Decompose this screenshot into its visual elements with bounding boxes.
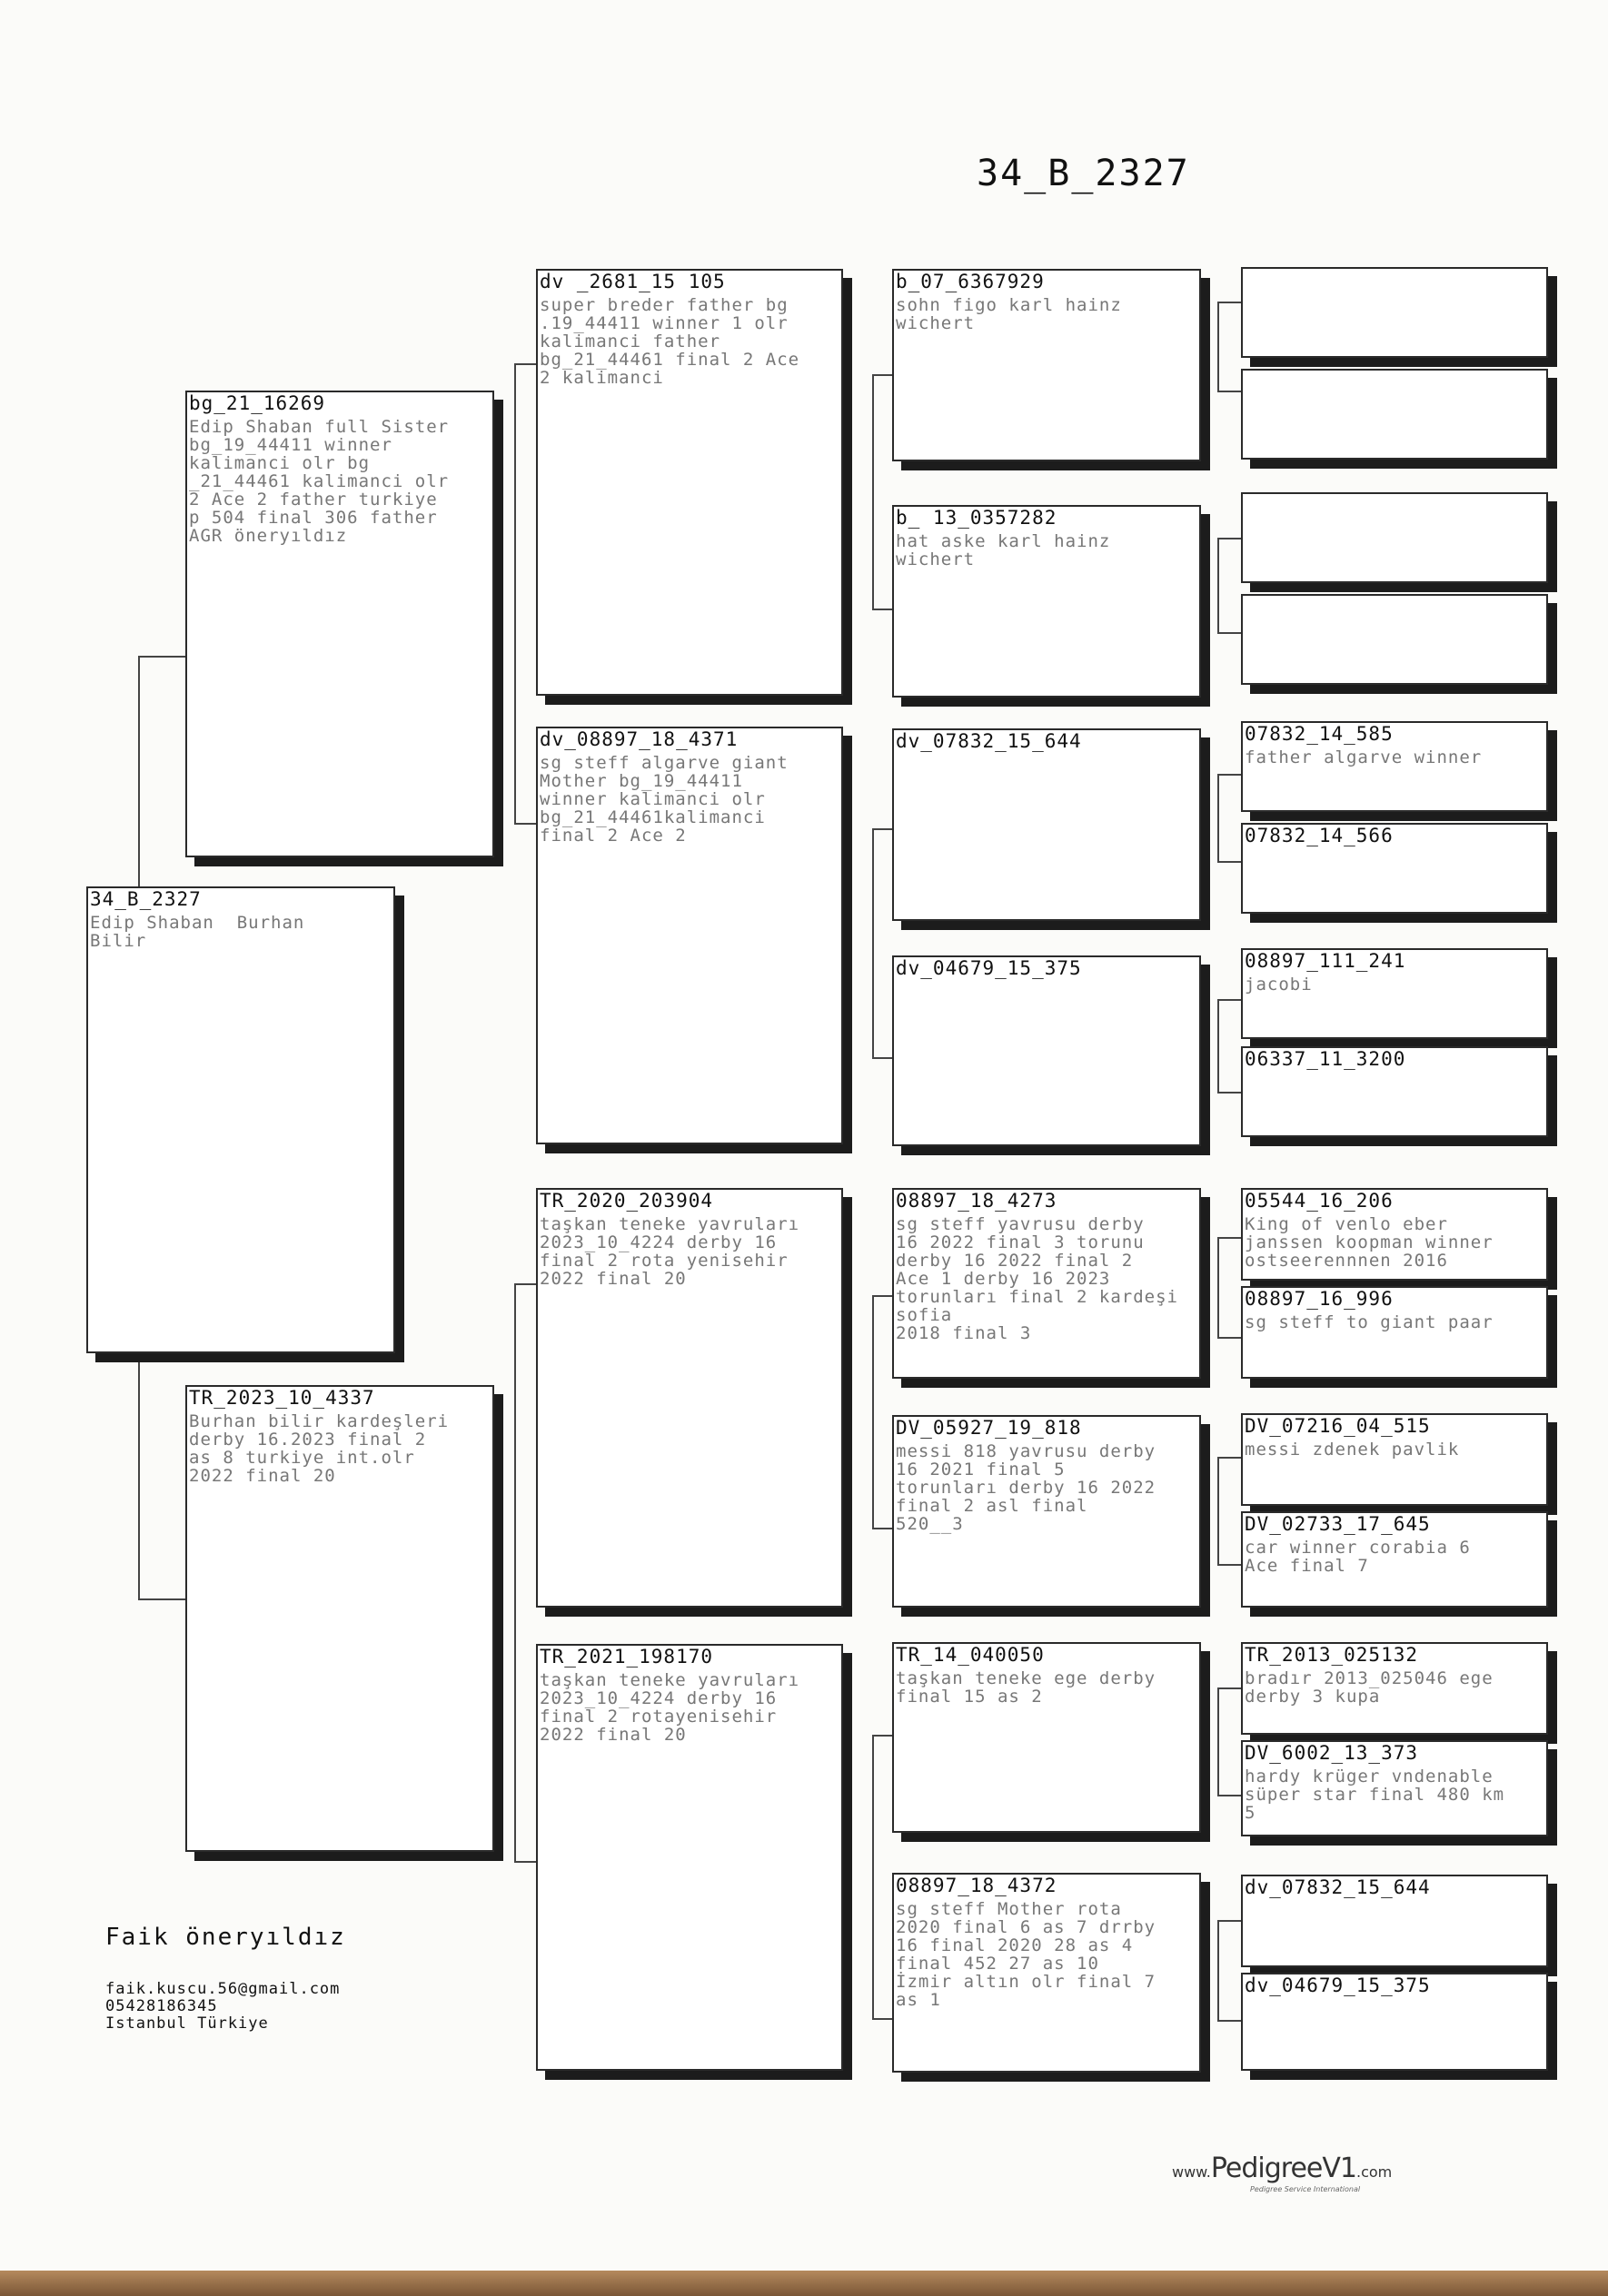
great-grandparent-description: hat aske karl hainz wichert — [896, 531, 1111, 569]
ancestor-ring-id: 06337_11_3200 — [1245, 1048, 1406, 1070]
ancestor-box — [1241, 721, 1548, 812]
ancestor-box — [1241, 1188, 1548, 1281]
ancestor-box — [1241, 948, 1548, 1039]
great-grandparent-box — [892, 1873, 1201, 2073]
great-grandparent-description: taşkan teneke ege derby final 15 as 2 — [896, 1668, 1156, 1707]
great-grandparent-box — [892, 1642, 1201, 1833]
ancestor-ring-id: dv_07832_15_644 — [1245, 1876, 1431, 1898]
great-grandparent-ring-id: dv_04679_15_375 — [896, 957, 1082, 979]
brand-logo — [1172, 2152, 1393, 2193]
ancestor-ring-id: dv_04679_15_375 — [1245, 1974, 1431, 1996]
great-grandparent-box — [892, 1188, 1201, 1379]
sire-box — [185, 391, 494, 857]
great-grandparent-ring-id: DV_05927_19_818 — [896, 1417, 1082, 1439]
connector-gen2-1 — [872, 828, 894, 1059]
owner-email: faik.kuscu.56@gmail.com — [105, 1980, 341, 1998]
brand-www: www. — [1172, 2163, 1211, 2181]
ancestor-box — [1241, 1875, 1548, 1967]
grandparent-description: super breder father bg .19_44411 winner 1 olr kalimanci father bg_21_44461 final 2 Ace 2 kalimanci — [540, 295, 800, 388]
connector-gen2-3 — [872, 1735, 894, 2020]
ancestor-description: father algarve winner — [1245, 747, 1483, 767]
great-grandparent-description: sohn figo karl hainz wichert — [896, 295, 1122, 333]
connector-gen3-1 — [1217, 538, 1243, 634]
grandparent-ring-id: TR_2021_198170 — [540, 1646, 714, 1668]
ancestor-box — [1241, 594, 1548, 685]
great-grandparent-box — [892, 505, 1201, 698]
grandparent-box — [536, 1188, 843, 1608]
ancestor-ring-id: TR_2013_025132 — [1245, 1644, 1419, 1666]
ancestor-box — [1241, 1642, 1548, 1735]
ancestor-ring-id: 08897_111_241 — [1245, 950, 1406, 972]
grandparent-ring-id: dv_08897_18_4371 — [540, 728, 739, 750]
ancestor-description: King of venlo eber janssen koopman winner ostseerennnen 2016 — [1245, 1214, 1494, 1271]
ancestor-box — [1241, 823, 1548, 914]
great-grandparent-description: messi 818 yavrusu derby 16 2021 final 5 torunları derby 16 2022 final 2 asl final 520__3 — [896, 1441, 1156, 1534]
ancestor-ring-id: DV_07216_04_515 — [1245, 1415, 1431, 1437]
connector-gen2-0 — [872, 374, 894, 610]
owner-name: Faik öneryıldız — [105, 1924, 346, 1951]
table-surface — [0, 2271, 1608, 2296]
subject-description: Edip Shaban Burhan Bilir — [90, 913, 305, 951]
dam-box — [185, 1385, 494, 1852]
connector-gen3-0 — [1217, 302, 1243, 392]
pedigree-title: 34_B_2327 — [977, 153, 1190, 194]
ancestor-description: bradır 2013_025046 ege derby 3 kupa — [1245, 1668, 1494, 1707]
brand-name: PedigreeV1 — [1210, 2152, 1356, 2184]
ancestor-box — [1241, 1511, 1548, 1608]
ancestor-description: sg steff to giant paar — [1245, 1312, 1494, 1332]
subject-ring-id: 34_B_2327 — [90, 888, 202, 910]
connector-gen3-3 — [1217, 999, 1243, 1094]
connector-dam — [514, 1283, 538, 1863]
great-grandparent-description: sg steff Mother rota 2020 final 6 as 7 drrby 16 final 2020 28 as 4 final 452 27 as 10 İzmir altın olr final 7 as 1 — [896, 1899, 1156, 2010]
grandparent-box — [536, 269, 843, 696]
ancestor-ring-id: 07832_14_566 — [1245, 825, 1394, 846]
ancestor-ring-id: 07832_14_585 — [1245, 723, 1394, 745]
brand-tagline: Pedigree Service International — [1250, 2185, 1361, 2193]
ancestor-description: car winner corabia 6 Ace final 7 — [1245, 1538, 1471, 1576]
sire-description: Edip Shaban full Sister bg_19_44411 winner kalimanci olr bg _21_44461 kalimanci olr 2 Ace 2 father turkiye p 504 final 306 father AGR öneryıldız — [189, 417, 450, 546]
great-grandparent-description: sg steff yavrusu derby 16 2022 final 3 torunu derby 16 2022 final 2 Ace 1 derby 16 2023 torunları final 2 kardeşi sofia 2018 final 3 — [896, 1214, 1178, 1343]
owner-location: Istanbul Türkiye — [105, 2014, 269, 2033]
grandparent-box — [536, 1644, 843, 2071]
ancestor-ring-id: DV_02733_17_645 — [1245, 1513, 1431, 1535]
connector-gen3-6 — [1217, 1687, 1243, 1796]
ancestor-box — [1241, 267, 1548, 358]
great-grandparent-ring-id: dv_07832_15_644 — [896, 730, 1082, 752]
ancestor-ring-id: 08897_16_996 — [1245, 1288, 1394, 1310]
ancestor-box — [1241, 1046, 1548, 1137]
owner-phone: 05428186345 — [105, 1997, 218, 2015]
ancestor-description: hardy krüger vndenable süper star final 480 km 5 — [1245, 1767, 1505, 1823]
ancestor-box — [1241, 1973, 1548, 2071]
ancestor-ring-id: DV_6002_13_373 — [1245, 1742, 1419, 1764]
ancestor-box — [1241, 1413, 1548, 1506]
grandparent-ring-id: TR_2020_203904 — [540, 1190, 714, 1212]
brand-tld: .com — [1355, 2163, 1393, 2181]
grandparent-description: taşkan teneke yavruları 2023_10_4224 derby 16 final 2 rotayenisehir 2022 final 20 — [540, 1670, 800, 1745]
grandparent-description: sg steff algarve giant Mother bg_19_44411 winner kalimanci olr bg_21_44461kalimanci final 2 Ace 2 — [540, 753, 789, 846]
great-grandparent-box — [892, 269, 1201, 461]
sire-ring-id: bg_21_16269 — [189, 392, 326, 414]
grandparent-description: taşkan teneke yavruları 2023_10_4224 derby 16 final 2 rota yenisehir 2022 final 20 — [540, 1214, 800, 1289]
grandparent-ring-id: dv _2681_15 105 — [540, 271, 726, 292]
great-grandparent-ring-id: TR_14_040050 — [896, 1644, 1045, 1666]
grandparent-box — [536, 727, 843, 1144]
dam-description: Burhan bilir kardeşleri derby 16.2023 final 2 as 8 turkiye int.olr 2022 final 20 — [189, 1411, 450, 1486]
ancestor-description: messi zdenek pavlik — [1245, 1440, 1460, 1460]
great-grandparent-ring-id: 08897_18_4372 — [896, 1875, 1057, 1896]
great-grandparent-ring-id: 08897_18_4273 — [896, 1190, 1057, 1212]
connector-sire — [514, 363, 538, 825]
great-grandparent-box — [892, 955, 1201, 1146]
connector-gen3-2 — [1217, 774, 1243, 863]
connector-gen3-7 — [1217, 1920, 1243, 2022]
ancestor-description: jacobi — [1245, 975, 1313, 995]
ancestor-box — [1241, 492, 1548, 583]
great-grandparent-ring-id: b_ 13_0357282 — [896, 507, 1057, 529]
ancestor-ring-id: 05544_16_206 — [1245, 1190, 1394, 1212]
ancestor-box — [1241, 1286, 1548, 1379]
connector-gen3-4 — [1217, 1237, 1243, 1339]
great-grandparent-box — [892, 1415, 1201, 1608]
ancestor-box — [1241, 1740, 1548, 1836]
ancestor-box — [1241, 369, 1548, 460]
subject-box — [86, 886, 395, 1353]
connector-gen3-5 — [1217, 1457, 1243, 1566]
great-grandparent-box — [892, 728, 1201, 921]
dam-ring-id: TR_2023_10_4337 — [189, 1387, 375, 1409]
great-grandparent-ring-id: b_07_6367929 — [896, 271, 1045, 292]
connector-gen2-2 — [872, 1295, 894, 1529]
